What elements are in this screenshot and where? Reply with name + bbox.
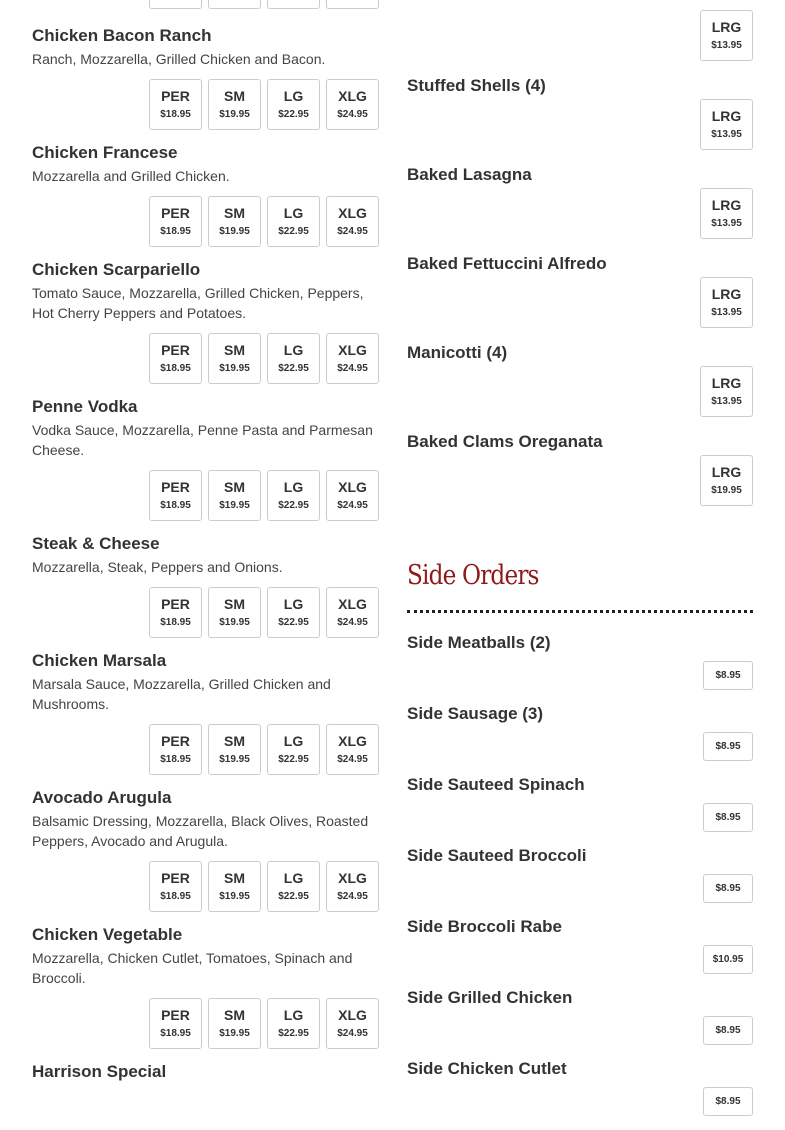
price-option-lrg[interactable] bbox=[700, 455, 753, 506]
item-name: Chicken Marsala bbox=[32, 651, 167, 670]
item-name: Side Sausage (3) bbox=[407, 704, 544, 723]
price-option-lrg[interactable] bbox=[700, 99, 753, 150]
price-option-lg[interactable] bbox=[267, 861, 320, 912]
menu-item bbox=[407, 76, 753, 150]
price-option-xlg[interactable] bbox=[326, 724, 379, 775]
item-name: Baked Clams Oreganata bbox=[407, 432, 603, 451]
price-option-lrg[interactable] bbox=[700, 10, 753, 61]
size-label: SM bbox=[224, 1007, 245, 1023]
price-option[interactable]: $10.95 bbox=[703, 945, 753, 974]
size-price: $22.95 bbox=[278, 891, 309, 902]
size-label: SM bbox=[224, 88, 245, 104]
price-option-per[interactable] bbox=[149, 196, 202, 247]
size-price: $18.95 bbox=[160, 617, 191, 628]
size-price: $18.95 bbox=[160, 891, 191, 902]
item-name: Chicken Vegetable bbox=[32, 925, 183, 944]
size-label: PER bbox=[161, 88, 190, 104]
size-price: $19.95 bbox=[219, 226, 250, 237]
size-label: LG bbox=[283, 870, 304, 886]
price-option-sm[interactable] bbox=[208, 79, 261, 130]
price-options bbox=[407, 10, 753, 61]
item-description: Mozzarella, Steak, Peppers and Onions. bbox=[32, 559, 283, 575]
price-option-lrg[interactable] bbox=[700, 277, 753, 328]
size-label: LG bbox=[283, 596, 304, 612]
item-name: Side Broccoli Rabe bbox=[407, 917, 562, 936]
side-item bbox=[407, 704, 753, 761]
item-name: Manicotti (4) bbox=[407, 343, 508, 362]
size-price: $18.95 bbox=[160, 363, 191, 374]
item-description: Mozzarella, Chicken Cutlet, Tomatoes, Spinach and Broccoli. bbox=[32, 950, 353, 986]
size-label: LRG bbox=[711, 464, 742, 480]
price-options bbox=[407, 1087, 753, 1116]
size-price: $19.95 bbox=[219, 363, 250, 374]
menu-item bbox=[407, 165, 753, 239]
size-price: $19.95 bbox=[711, 485, 742, 496]
item-name: Baked Fettuccini Alfredo bbox=[407, 254, 607, 273]
menu-item bbox=[32, 925, 379, 1049]
size-price: $18.95 bbox=[160, 1028, 191, 1039]
price-option-sm[interactable] bbox=[208, 587, 261, 638]
side-item bbox=[407, 775, 753, 832]
side-item bbox=[407, 917, 753, 974]
price-options bbox=[407, 1016, 753, 1045]
size-price: $13.95 bbox=[711, 307, 742, 318]
size-label: XLG bbox=[338, 1007, 367, 1023]
item-name: Stuffed Shells (4) bbox=[407, 76, 546, 95]
item-description: Marsala Sauce, Mozzarella, Grilled Chicken and Mushrooms. bbox=[32, 676, 331, 712]
menu-item bbox=[32, 1062, 379, 1082]
size-price: $22.95 bbox=[278, 226, 309, 237]
price-option[interactable]: $8.95 bbox=[703, 874, 753, 903]
size-label: LRG bbox=[711, 375, 742, 391]
price-option-lg[interactable] bbox=[267, 470, 320, 521]
price-option-sm[interactable] bbox=[208, 196, 261, 247]
size-label: LG bbox=[283, 1007, 304, 1023]
price-options bbox=[407, 874, 753, 903]
item-name: Side Grilled Chicken bbox=[407, 988, 573, 1007]
price-option-lg[interactable] bbox=[267, 998, 320, 1049]
menu-item bbox=[32, 397, 379, 521]
price-option-xlg[interactable] bbox=[326, 470, 379, 521]
price-options bbox=[407, 803, 753, 832]
size-price: $24.95 bbox=[337, 226, 368, 237]
clipped-price-box[interactable] bbox=[326, 0, 379, 9]
price-option-lg[interactable] bbox=[267, 196, 320, 247]
size-label: PER bbox=[161, 596, 190, 612]
item-description: Balsamic Dressing, Mozzarella, Black Olives, Roasted Peppers, Avocado and Arugula. bbox=[32, 813, 369, 849]
size-price: $22.95 bbox=[278, 109, 309, 120]
size-price: $19.95 bbox=[219, 754, 250, 765]
price-options bbox=[32, 333, 379, 384]
size-price: $19.95 bbox=[219, 1028, 250, 1039]
size-label: SM bbox=[224, 870, 245, 886]
size-label: LG bbox=[283, 88, 304, 104]
price-options bbox=[407, 99, 753, 150]
price-option-per[interactable] bbox=[149, 79, 202, 130]
size-label: XLG bbox=[338, 733, 367, 749]
item-name: Chicken Bacon Ranch bbox=[32, 26, 212, 45]
price-options bbox=[407, 277, 753, 328]
price-options bbox=[407, 455, 753, 506]
size-price: $19.95 bbox=[219, 617, 250, 628]
size-price: $24.95 bbox=[337, 754, 368, 765]
price-options bbox=[407, 188, 753, 239]
price-option-sm[interactable] bbox=[208, 861, 261, 912]
side-item bbox=[407, 1059, 753, 1116]
clipped-price-box[interactable] bbox=[208, 0, 261, 9]
price-option-sm[interactable] bbox=[208, 998, 261, 1049]
price-option-xlg[interactable] bbox=[326, 196, 379, 247]
menu-item bbox=[32, 260, 379, 384]
price-options bbox=[407, 945, 753, 974]
size-label: XLG bbox=[338, 870, 367, 886]
size-label: LRG bbox=[711, 286, 742, 302]
item-name: Chicken Francese bbox=[32, 143, 178, 162]
size-price: $22.95 bbox=[278, 363, 309, 374]
price-option-sm[interactable] bbox=[208, 724, 261, 775]
menu-item bbox=[32, 143, 379, 247]
size-label: LG bbox=[283, 342, 304, 358]
menu-item bbox=[32, 534, 379, 638]
price-option[interactable]: $8.95 bbox=[703, 661, 753, 690]
item-name: Side Sauteed Spinach bbox=[407, 775, 585, 794]
menu-item bbox=[407, 343, 753, 417]
item-name: Side Meatballs (2) bbox=[407, 633, 551, 652]
size-price: $24.95 bbox=[337, 1028, 368, 1039]
price-options bbox=[32, 861, 379, 912]
menu-item bbox=[32, 26, 379, 130]
price-options bbox=[407, 732, 753, 761]
item-name: Steak & Cheese bbox=[32, 534, 160, 553]
size-price: $13.95 bbox=[711, 396, 742, 407]
size-price: $18.95 bbox=[160, 226, 191, 237]
size-price: $22.95 bbox=[278, 617, 309, 628]
price-option[interactable]: $8.95 bbox=[703, 803, 753, 832]
size-price: $19.95 bbox=[219, 500, 250, 511]
price-option-lg[interactable] bbox=[267, 724, 320, 775]
price-options bbox=[407, 366, 753, 417]
menu-item bbox=[407, 0, 753, 61]
size-price: $13.95 bbox=[711, 40, 742, 51]
size-label: LRG bbox=[711, 108, 742, 124]
price-options bbox=[32, 470, 379, 521]
size-price: $24.95 bbox=[337, 617, 368, 628]
item-name: Side Chicken Cutlet bbox=[407, 1059, 567, 1078]
size-label: SM bbox=[224, 596, 245, 612]
item-name: Penne Vodka bbox=[32, 397, 138, 416]
size-price: $18.95 bbox=[160, 109, 191, 120]
size-price: $18.95 bbox=[160, 754, 191, 765]
price-option-xlg[interactable] bbox=[326, 587, 379, 638]
price-option-per[interactable] bbox=[149, 587, 202, 638]
size-price: $13.95 bbox=[711, 129, 742, 140]
item-description: Tomato Sauce, Mozzarella, Grilled Chicken, Peppers, Hot Cherry Peppers and Potatoes. bbox=[32, 285, 364, 321]
price-option-lrg[interactable] bbox=[700, 366, 753, 417]
size-label: SM bbox=[224, 733, 245, 749]
item-name: Side Sauteed Broccoli bbox=[407, 846, 587, 865]
size-label: XLG bbox=[338, 88, 367, 104]
price-option-xlg[interactable] bbox=[326, 333, 379, 384]
price-option-per[interactable] bbox=[149, 470, 202, 521]
size-price: $19.95 bbox=[219, 109, 250, 120]
size-label: SM bbox=[224, 479, 245, 495]
size-label: PER bbox=[161, 479, 190, 495]
clipped-price-box[interactable] bbox=[267, 0, 320, 9]
price-options bbox=[32, 724, 379, 775]
size-label: SM bbox=[224, 205, 245, 221]
clipped-price-row bbox=[32, 0, 379, 10]
baked-column bbox=[407, 0, 753, 1130]
size-label: XLG bbox=[338, 479, 367, 495]
price-options bbox=[32, 998, 379, 1049]
size-label: SM bbox=[224, 342, 245, 358]
price-option[interactable]: $8.95 bbox=[703, 1016, 753, 1045]
size-label: XLG bbox=[338, 342, 367, 358]
menu-item bbox=[32, 788, 379, 912]
menu-item bbox=[407, 432, 753, 506]
price-option-per[interactable] bbox=[149, 998, 202, 1049]
price-option[interactable]: $8.95 bbox=[703, 732, 753, 761]
price-option-lg[interactable] bbox=[267, 587, 320, 638]
price-option-lg[interactable] bbox=[267, 79, 320, 130]
item-name: Avocado Arugula bbox=[32, 788, 172, 807]
size-price: $24.95 bbox=[337, 500, 368, 511]
price-option-lrg[interactable] bbox=[700, 188, 753, 239]
clipped-price-box[interactable] bbox=[149, 0, 202, 9]
item-description: Mozzarella and Grilled Chicken. bbox=[32, 168, 230, 184]
size-price: $24.95 bbox=[337, 109, 368, 120]
size-label: LG bbox=[283, 733, 304, 749]
size-label: PER bbox=[161, 1007, 190, 1023]
price-options bbox=[32, 587, 379, 638]
size-price: $19.95 bbox=[219, 891, 250, 902]
size-price: $22.95 bbox=[278, 1028, 309, 1039]
price-option-lg[interactable] bbox=[267, 333, 320, 384]
size-label: LG bbox=[283, 479, 304, 495]
size-price: $22.95 bbox=[278, 754, 309, 765]
size-price: $24.95 bbox=[337, 891, 368, 902]
menu-item bbox=[32, 651, 379, 775]
price-option-per[interactable] bbox=[149, 861, 202, 912]
price-options bbox=[32, 196, 379, 247]
item-description: Ranch, Mozzarella, Grilled Chicken and Bacon. bbox=[32, 51, 326, 67]
menu-item bbox=[407, 254, 753, 328]
size-label: LG bbox=[283, 205, 304, 221]
size-price: $22.95 bbox=[278, 500, 309, 511]
size-price: $18.95 bbox=[160, 500, 191, 511]
price-option-xlg[interactable] bbox=[326, 79, 379, 130]
size-label: PER bbox=[161, 342, 190, 358]
price-option[interactable]: $8.95 bbox=[703, 1087, 753, 1116]
size-label: PER bbox=[161, 205, 190, 221]
price-option-per[interactable] bbox=[149, 333, 202, 384]
item-name: Harrison Special bbox=[32, 1062, 167, 1081]
price-option-sm[interactable] bbox=[208, 333, 261, 384]
side-item bbox=[407, 988, 753, 1045]
price-option-sm[interactable] bbox=[208, 470, 261, 521]
size-label: LRG bbox=[711, 197, 742, 213]
price-options bbox=[32, 79, 379, 130]
size-label: XLG bbox=[338, 596, 367, 612]
side-item bbox=[407, 633, 753, 690]
side-item bbox=[407, 846, 753, 903]
size-label: LRG bbox=[711, 19, 742, 35]
item-name: Baked Lasagna bbox=[407, 165, 532, 184]
section-divider bbox=[407, 610, 753, 613]
specialty-column bbox=[32, 0, 379, 1082]
size-label: PER bbox=[161, 870, 190, 886]
size-label: PER bbox=[161, 733, 190, 749]
item-name: Chicken Scarpariello bbox=[32, 260, 201, 279]
price-option-xlg[interactable] bbox=[326, 998, 379, 1049]
price-option-xlg[interactable] bbox=[326, 861, 379, 912]
section-title-side-orders: Side Orders bbox=[407, 560, 539, 591]
size-label: XLG bbox=[338, 205, 367, 221]
item-description: Vodka Sauce, Mozzarella, Penne Pasta and Parmesan Cheese. bbox=[32, 422, 373, 458]
size-price: $13.95 bbox=[711, 218, 742, 229]
price-options bbox=[407, 661, 753, 690]
price-option-per[interactable] bbox=[149, 724, 202, 775]
size-price: $24.95 bbox=[337, 363, 368, 374]
